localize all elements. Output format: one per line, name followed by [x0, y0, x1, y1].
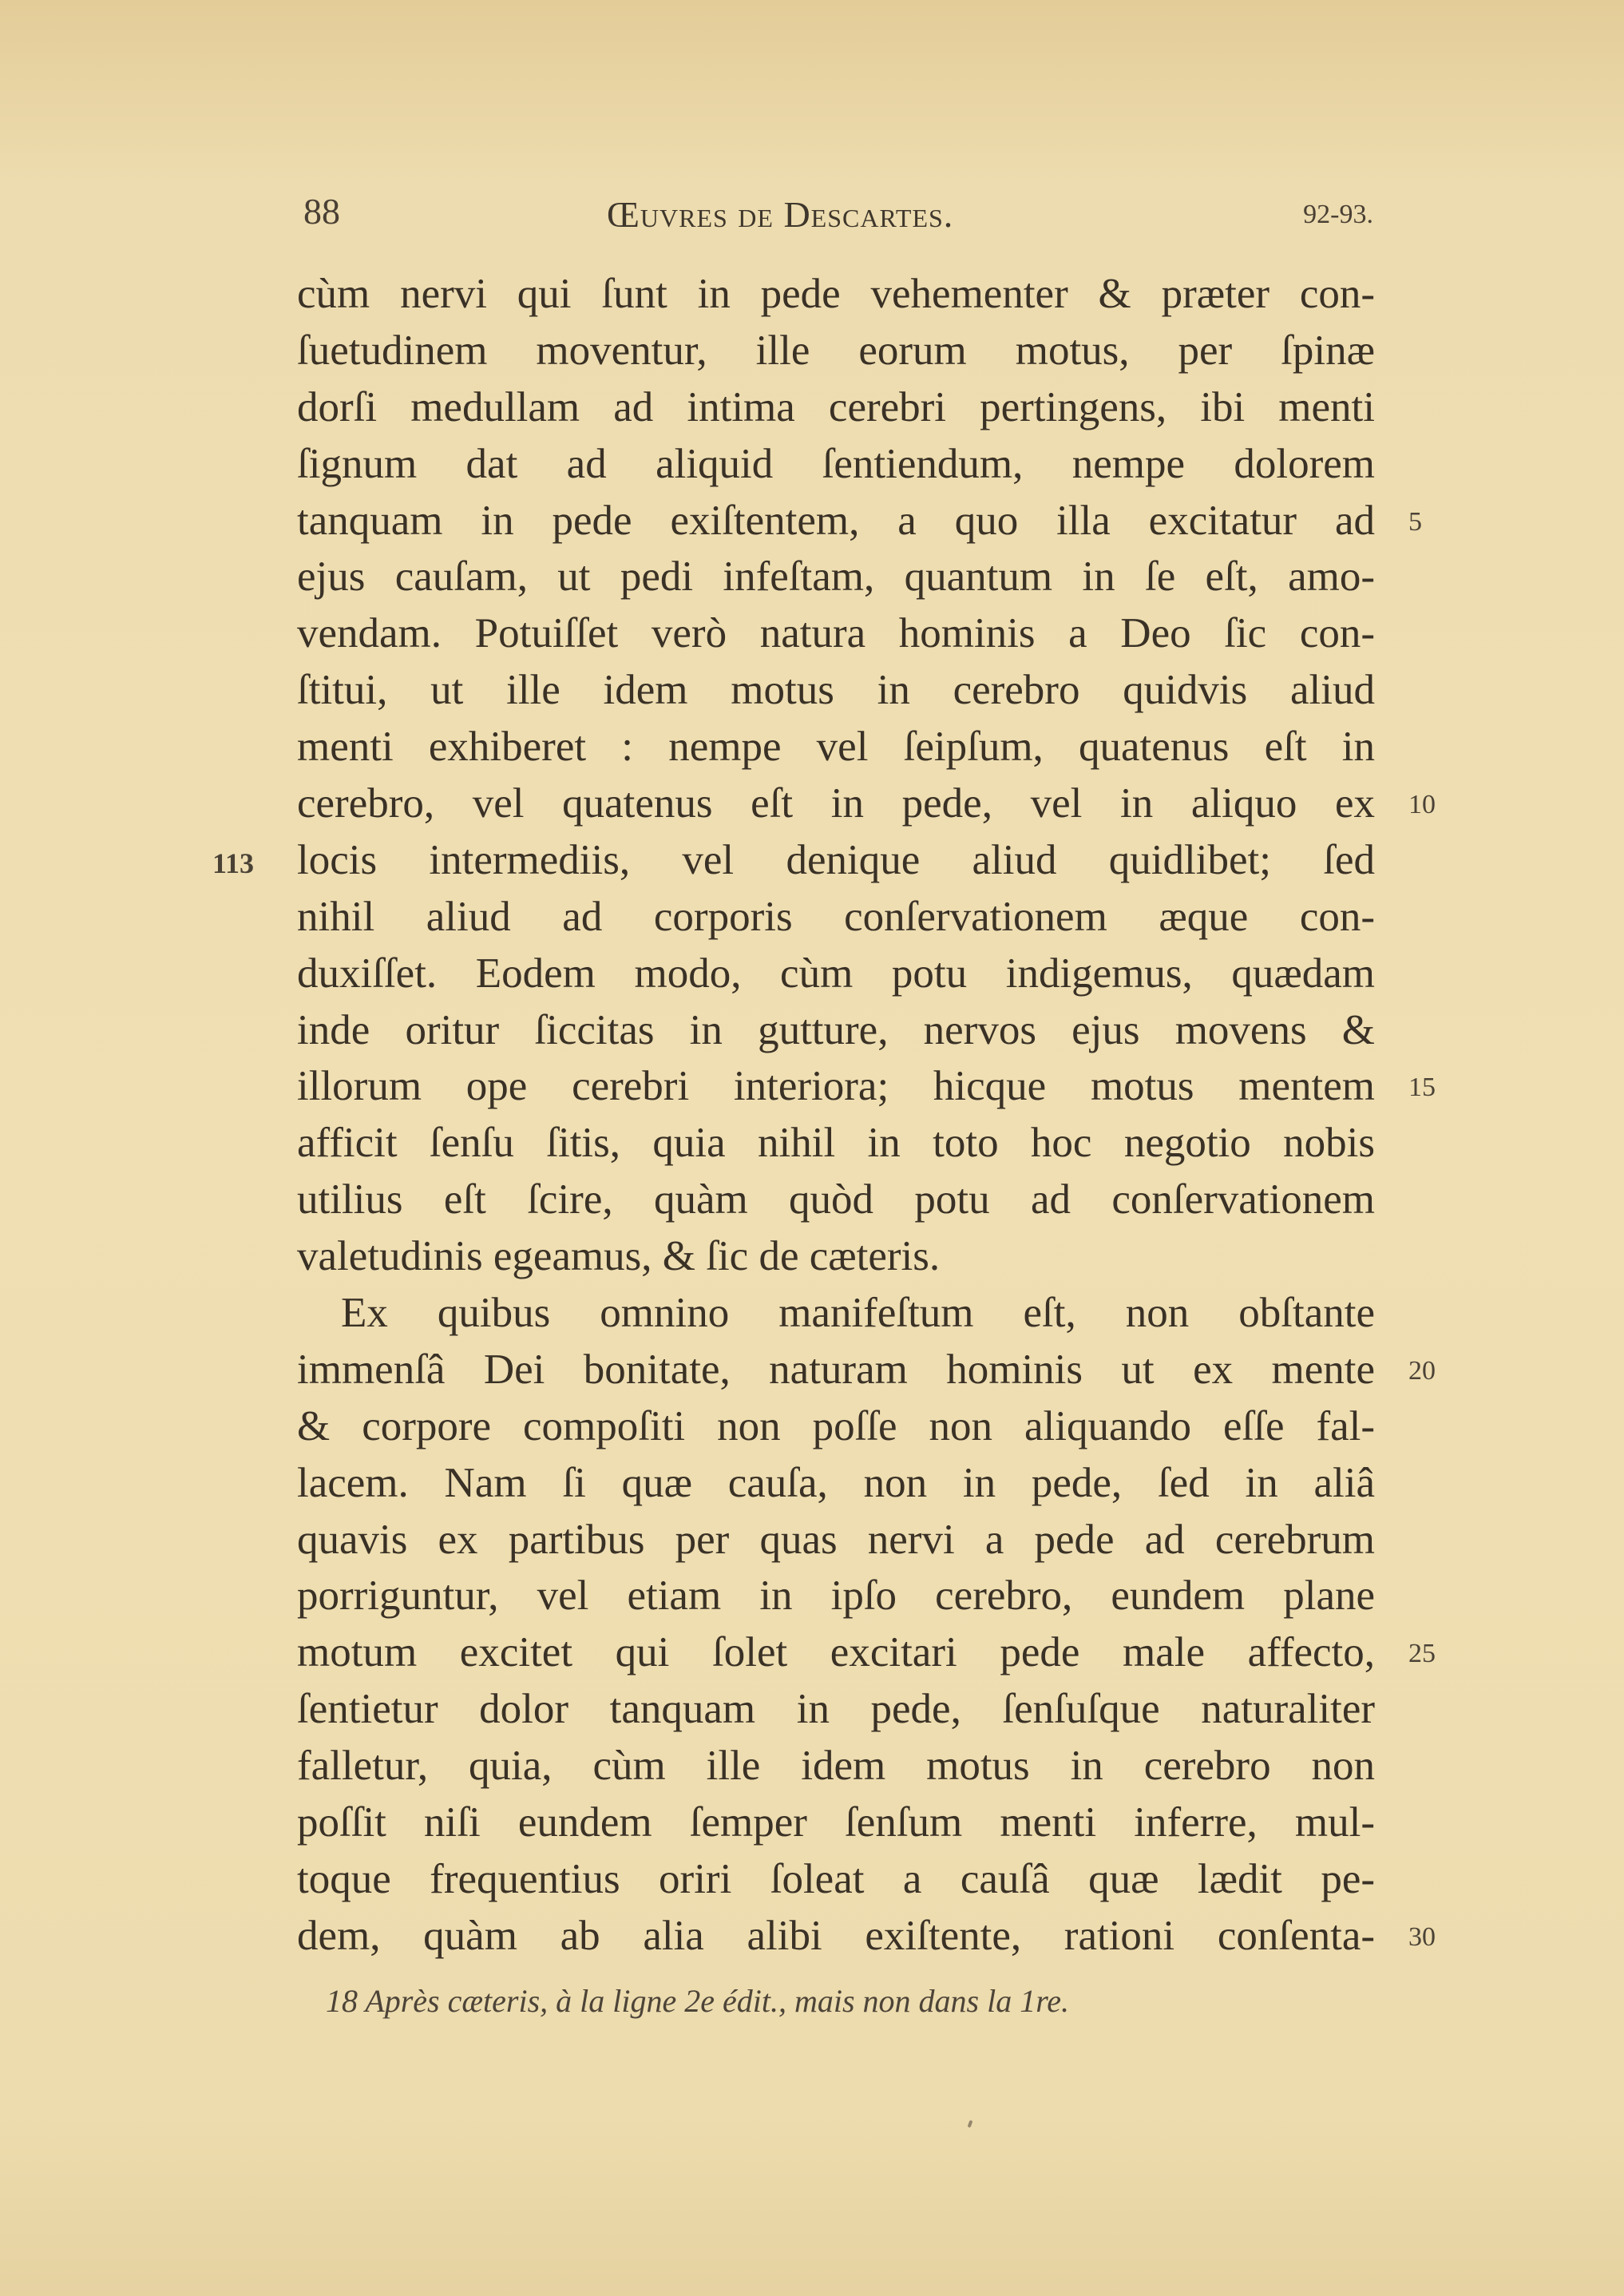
text-line	[297, 889, 1375, 946]
page-range: 92-93.	[1303, 200, 1373, 229]
text-line	[297, 1512, 1375, 1568]
line-text: dem, quàm ab alia alibi exiſtente, rationi conſenta-	[297, 1912, 1375, 1959]
line-text: ſignum dat ad aliquid ſentiendum, nempe dolorem	[297, 440, 1375, 487]
running-head	[303, 190, 1373, 238]
line-text: afficit ſenſu ſitis, quia nihil in toto hoc negotio nobis	[297, 1120, 1375, 1167]
text-line	[297, 1738, 1375, 1794]
line-text: quavis ex partibus per quas nervi a pede ad cerebrum	[297, 1516, 1375, 1563]
footnote: 18 Après cæteris, à la ligne 2e édit., mais non dans la 1re.	[326, 1983, 1070, 2019]
line-text: ſuetudinem moventur, ille eorum motus, per ſpinæ	[297, 327, 1375, 374]
text-line	[297, 1342, 1436, 1398]
margin-page-reference: 113	[212, 847, 255, 879]
text-line	[297, 493, 1422, 549]
text-line	[297, 1398, 1375, 1455]
line-text: Ex quibus omnino manifeſtum eſt, non obſtante	[341, 1290, 1375, 1337]
text-line	[297, 436, 1375, 493]
text-line	[297, 1172, 1375, 1228]
line-text: duxiſſet. Eodem modo, cùm potu indigemus, quædam	[297, 950, 1375, 997]
line-number: 15	[1408, 1073, 1436, 1103]
line-text: porriguntur, vel etiam in ipſo cerebro, eundem plane	[297, 1572, 1375, 1620]
line-text: inde oritur ſiccitas in gutture, nervos ejus movens &	[297, 1006, 1375, 1053]
text-line	[297, 549, 1375, 605]
line-number: 20	[1408, 1355, 1436, 1386]
text-line	[297, 946, 1375, 1002]
text-line	[297, 1851, 1375, 1908]
text-line	[297, 1455, 1375, 1512]
text-line	[297, 775, 1436, 832]
text-line	[297, 323, 1375, 379]
text-line	[212, 832, 1375, 889]
line-text: locis intermediis, vel denique aliud quidlibet; ſed	[297, 836, 1375, 883]
line-text: ſentietur dolor tanquam in pede, ſenſuſque naturaliter	[297, 1686, 1375, 1733]
line-number: 10	[1408, 790, 1436, 820]
text-line	[297, 662, 1375, 719]
text-line	[297, 1285, 1375, 1342]
line-text: vendam. Potuiſſet verò natura hominis a Deo ſic con-	[297, 610, 1375, 657]
line-number: 30	[1408, 1921, 1436, 1952]
line-text: poſſit niſi eundem ſemper ſenſum menti inferre, mul-	[297, 1799, 1375, 1846]
line-text: menti exhiberet : nempe vel ſeipſum, quatenus eſt in	[297, 724, 1375, 771]
page-number: 88	[303, 191, 340, 232]
line-text: dorſi medullam ad intima cerebri pertingens, ibi menti	[297, 383, 1375, 430]
text-line	[297, 1908, 1436, 1965]
line-text: tanquam in pede exiſtentem, a quo illa excitatur ad	[297, 497, 1375, 544]
line-text: nihil aliud ad corporis conſervationem æque con-	[297, 893, 1375, 940]
line-text: toque frequentius oriri ſoleat a cauſâ quæ lædit pe-	[297, 1855, 1375, 1902]
text-line	[297, 379, 1375, 436]
text-line	[297, 266, 1375, 323]
line-text: falletur, quia, cùm ille idem motus in cerebro non	[297, 1743, 1375, 1790]
text-line	[297, 1568, 1375, 1624]
text-line	[297, 1002, 1375, 1059]
running-title: Œuvres de Descartes.	[607, 194, 954, 235]
line-text: lacem. Nam ſi quæ cauſa, non in pede, ſed in aliâ	[297, 1459, 1375, 1506]
line-text: cerebro, vel quatenus eſt in pede, vel in aliquo ex	[297, 780, 1375, 827]
text-line	[297, 1228, 1375, 1285]
line-number: 5	[1408, 506, 1422, 537]
text-line	[297, 719, 1375, 775]
body-text	[212, 266, 1436, 1965]
text-line	[297, 1624, 1436, 1681]
line-text: cùm nervi qui ſunt in pede vehementer & præter con-	[297, 271, 1375, 317]
ink-speck	[968, 2120, 973, 2128]
line-text: ejus cauſam, ut pedi infeſtam, quantum in ſe eſt, amo-	[297, 553, 1375, 601]
line-text: motum excitet qui ſolet excitari pede male affecto,	[297, 1629, 1375, 1676]
line-number: 25	[1408, 1639, 1436, 1669]
text-line	[297, 1115, 1375, 1172]
line-text: immenſâ Dei bonitate, naturam hominis ut ex mente	[297, 1346, 1375, 1393]
line-text: valetudinis egeamus, & ſic de cæteris.	[297, 1233, 941, 1280]
line-text: ſtitui, ut ille idem motus in cerebro quidvis aliud	[297, 667, 1375, 714]
text-line	[297, 1058, 1436, 1115]
text-line	[297, 605, 1375, 662]
text-line	[297, 1794, 1375, 1851]
text-line	[297, 1681, 1375, 1738]
line-text: & corpore compoſiti non poſſe non aliquando eſſe fal-	[297, 1402, 1375, 1449]
line-text: utilius eſt ſcire, quàm quòd potu ad conſervationem	[297, 1176, 1375, 1223]
line-text: illorum ope cerebri interiora; hicque motus mentem	[297, 1063, 1375, 1110]
